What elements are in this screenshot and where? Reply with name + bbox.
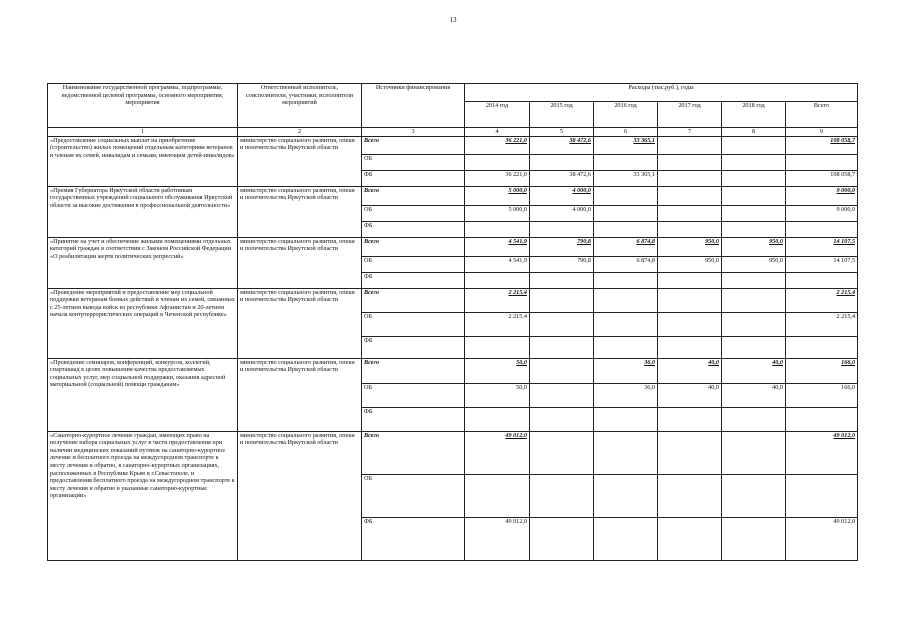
column-number: 2 [238, 128, 362, 137]
funding-source: Всего [362, 431, 465, 474]
funding-source: ОБ [362, 154, 465, 170]
year-value: 790,8 [530, 237, 594, 256]
column-number: 7 [658, 128, 722, 137]
year-value: 38 472,6 [530, 136, 594, 154]
column-number-row [48, 128, 858, 137]
year-value: 36,0 [594, 358, 658, 383]
measure-name: «Санаторно-курортное лечение граждан, имеющих право на получение набора социальных услуг в части предоставления при наличии медицинских показаний путевок на санаторно-курортное лечение и бесплатного проезда на междугородном транспорте к месту лечения и обратно, в санаторно-курортных организациях, расположенных в Республике Крым и г.Севастополе, и предоставления бесплатного проезда на междугородном транспорте к месту лечения и обратно в указанные санаторно-курортные организации» [48, 431, 238, 560]
year-value [530, 154, 594, 170]
year-value: 50,0 [465, 358, 530, 383]
year-value [722, 407, 786, 431]
header-source: Источники финансирования [362, 84, 465, 128]
year-value: 40,0 [658, 358, 722, 383]
year-value [658, 474, 722, 517]
year-value [722, 205, 786, 221]
year-value [530, 288, 594, 312]
year-value: 50,0 [465, 383, 530, 407]
year-value [658, 312, 722, 336]
year-value: 5 000,0 [465, 205, 530, 221]
year-value [594, 407, 658, 431]
table-row [48, 288, 858, 312]
year-value [658, 272, 722, 288]
year-value [530, 383, 594, 407]
total-value: 108 058,7 [786, 170, 858, 186]
year-value: 950,0 [658, 237, 722, 256]
total-value [786, 272, 858, 288]
funding-source: Всего [362, 186, 465, 205]
year-value: 49 012,0 [465, 517, 530, 560]
year-value [530, 336, 594, 358]
total-value: 2 215,4 [786, 312, 858, 336]
header-expenses: Расходы (тыс.руб.), годы [465, 84, 858, 102]
year-value [465, 154, 530, 170]
year-value [465, 272, 530, 288]
year-value: 5 000,0 [465, 186, 530, 205]
year-value [465, 221, 530, 237]
year-value [530, 517, 594, 560]
year-value: 950,0 [722, 237, 786, 256]
measure-executor: министерство социального развития, опеки и попечительства Иркутской области [238, 186, 362, 237]
year-value [530, 312, 594, 336]
year-value: 4 000,0 [530, 186, 594, 205]
funding-source: ОБ [362, 474, 465, 517]
total-value: 166,0 [786, 383, 858, 407]
year-value: 36,0 [594, 383, 658, 407]
year-value [658, 186, 722, 205]
measure-name: «Предоставление социальных выплат на приобретение (строительство) жилых помещений отдельным категориям ветеранов и членам их семей, инвалидам и семьям, имеющим детей-инвалидов» [48, 136, 238, 186]
year-value: 40,0 [658, 383, 722, 407]
year-value [658, 154, 722, 170]
year-value: 4 541,9 [465, 237, 530, 256]
total-value: 14 107,5 [786, 256, 858, 272]
year-value [465, 474, 530, 517]
year-value [722, 288, 786, 312]
measure-executor: министерство социального развития, опеки и попечительства Иркутской области [238, 431, 362, 560]
funding-source: ФБ [362, 517, 465, 560]
year-value: 40,0 [722, 358, 786, 383]
funding-source: ФБ [362, 272, 465, 288]
funding-source: Всего [362, 358, 465, 383]
measure-executor: министерство социального развития, опеки и попечительства Иркутской области [238, 237, 362, 288]
funding-source: ФБ [362, 407, 465, 431]
year-value [722, 474, 786, 517]
header-executor: Ответственный исполнитель, соисполнители, участники, исполнители мероприятий [238, 84, 362, 128]
funding-source: ФБ [362, 221, 465, 237]
year-value: 6 874,8 [594, 237, 658, 256]
total-value: 9 000,0 [786, 186, 858, 205]
budget-table-body [48, 136, 858, 560]
year-value [722, 186, 786, 205]
year-value [594, 474, 658, 517]
column-number: 5 [530, 128, 594, 137]
column-number: 6 [594, 128, 658, 137]
table-row [48, 431, 858, 474]
total-value [786, 407, 858, 431]
funding-source: ОБ [362, 256, 465, 272]
year-value [658, 431, 722, 474]
year-value [530, 431, 594, 474]
total-value [786, 336, 858, 358]
year-value [722, 170, 786, 186]
year-value [530, 358, 594, 383]
year-value [722, 136, 786, 154]
measure-executor: министерство социального развития, опеки и попечительства Иркутской области [238, 358, 362, 431]
table-row [48, 136, 858, 154]
funding-source: ОБ [362, 312, 465, 336]
year-value [658, 136, 722, 154]
funding-source: Всего [362, 237, 465, 256]
funding-source: Всего [362, 288, 465, 312]
year-value [594, 288, 658, 312]
column-number: 9 [786, 128, 858, 137]
funding-source: ФБ [362, 336, 465, 358]
year-value [594, 154, 658, 170]
year-value [722, 336, 786, 358]
page-number: 13 [449, 16, 457, 24]
year-value [658, 407, 722, 431]
year-value [722, 221, 786, 237]
year-value [530, 272, 594, 288]
year-value: 38 472,6 [530, 170, 594, 186]
year-value [658, 517, 722, 560]
year-value: 6 874,8 [594, 256, 658, 272]
header-year: 2018 год [722, 102, 786, 128]
header-name: Наименование государственной программы, подпрограммы, ведомственной целевой программы, основного мероприятия, мероприятия [48, 84, 238, 128]
measure-executor: министерство социального развития, опеки и попечительства Иркутской области [238, 288, 362, 358]
year-value [530, 221, 594, 237]
year-value [658, 205, 722, 221]
total-value [786, 154, 858, 170]
funding-source: ОБ [362, 383, 465, 407]
year-value [594, 312, 658, 336]
year-value [658, 170, 722, 186]
year-value [722, 154, 786, 170]
year-value [594, 186, 658, 205]
header-year: 2014 год [465, 102, 530, 128]
total-value [786, 474, 858, 517]
year-value [594, 205, 658, 221]
total-value: 2 215,4 [786, 288, 858, 312]
funding-source: ОБ [362, 205, 465, 221]
measure-name: «Проведение мероприятий и предоставление мер социальной поддержки ветеранам боевых действий и членам их семей, связанных с 25-летием вывода войск из республики Афганистан и 20-летием начала контртеррористических операций в Чеченской республике» [48, 288, 238, 358]
year-value [722, 431, 786, 474]
year-value: 36 221,0 [465, 136, 530, 154]
year-value [594, 336, 658, 358]
header-year: 2016 год [594, 102, 658, 128]
total-value: 9 000,0 [786, 205, 858, 221]
year-value: 33 365,1 [594, 170, 658, 186]
total-value: 49 012,0 [786, 431, 858, 474]
year-value [594, 272, 658, 288]
measure-name: «Премия Губернатора Иркутской области работникам государственных учреждений социального обслуживания Иркутской области за высокие достижения в профессиональной деятельности» [48, 186, 238, 237]
year-value: 49 012,0 [465, 431, 530, 474]
year-value [530, 407, 594, 431]
header-total: Всего [786, 102, 858, 128]
column-number: 8 [722, 128, 786, 137]
funding-source: ФБ [362, 170, 465, 186]
year-value: 33 365,1 [594, 136, 658, 154]
total-value: 166,0 [786, 358, 858, 383]
year-value: 790,8 [530, 256, 594, 272]
year-value: 2 215,4 [465, 312, 530, 336]
year-value: 2 215,4 [465, 288, 530, 312]
year-value [594, 431, 658, 474]
budget-table [47, 83, 858, 561]
measure-name: «Проведение семинаров, конференций, конкурсов, коллегий, спартакиад в целях повышения качества предоставляемых социальных услуг, мер социальной поддержки, оказания адресной материальной (социальной) помощи гражданам» [48, 358, 238, 431]
year-value [465, 336, 530, 358]
year-value [658, 221, 722, 237]
funding-source: Всего [362, 136, 465, 154]
total-value [786, 221, 858, 237]
year-value: 40,0 [722, 383, 786, 407]
table-row [48, 186, 858, 205]
year-value: 4 000,0 [530, 205, 594, 221]
table-row [48, 237, 858, 256]
year-value [594, 517, 658, 560]
measure-name: «Принятие на учет и обеспечение жилыми помещениями отдельных категорий граждан в соответствии с Законом Российской Федерации «О реабилитации жертв политических репрессий» [48, 237, 238, 288]
year-value: 950,0 [658, 256, 722, 272]
column-number: 4 [465, 128, 530, 137]
total-value: 108 058,7 [786, 136, 858, 154]
year-value: 4 541,9 [465, 256, 530, 272]
measure-executor: министерство социального развития, опеки и попечительства Иркутской области [238, 136, 362, 186]
year-value [594, 221, 658, 237]
header-year: 2017 год [658, 102, 722, 128]
year-value: 36 221,0 [465, 170, 530, 186]
year-value [722, 272, 786, 288]
year-value [722, 517, 786, 560]
column-number: 1 [48, 128, 238, 137]
column-number: 3 [362, 128, 465, 137]
year-value [530, 474, 594, 517]
total-value: 14 107,5 [786, 237, 858, 256]
year-value [465, 407, 530, 431]
year-value [722, 312, 786, 336]
year-value [658, 288, 722, 312]
total-value: 49 012,0 [786, 517, 858, 560]
header-year: 2015 год [530, 102, 594, 128]
table-row [48, 358, 858, 383]
year-value: 950,0 [722, 256, 786, 272]
year-value [658, 336, 722, 358]
